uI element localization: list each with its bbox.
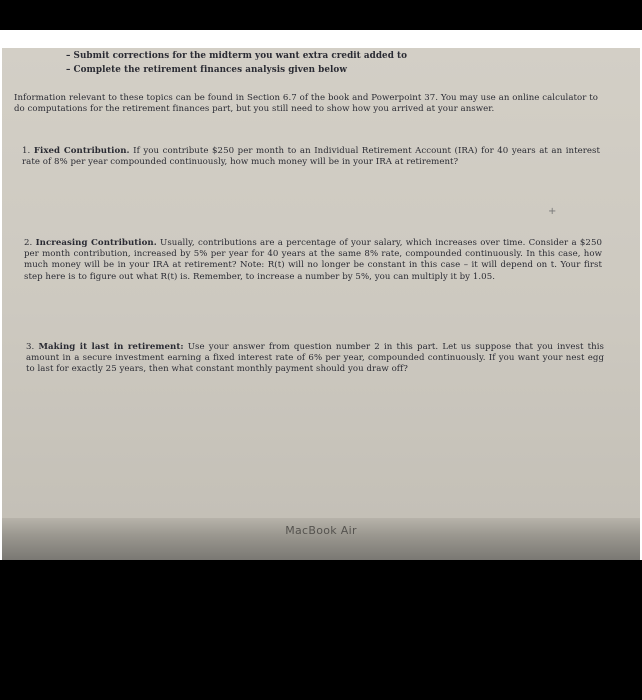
question-title: Making it last in retirement: [38,342,184,352]
device-label: MacBook Air [285,524,357,537]
bullet-midterm-corrections: – Submit corrections for the midterm you want extra credit added to [66,51,408,61]
question-title: Increasing Contribution. [35,238,157,248]
plus-cursor-icon: + [548,206,557,217]
intro-paragraph: Information relevant to these topics can be found in Section 6.7 of the book and Powerpoint 37. You may use an online calculator to do computations for the retirement finances part, but you still need to show how you arrived at your answer. [14,93,598,115]
document-page [2,48,640,518]
screenshot-frame [0,30,642,560]
question-title: Fixed Contribution. [33,146,130,156]
bullet-retirement-analysis: – Complete the retirement finances analysis given below [66,65,347,75]
question-3 [26,342,604,376]
photo-of-screen [2,48,640,560]
question-1 [22,146,600,168]
question-number: 2. [24,238,33,248]
question-number: 3. [26,342,35,352]
question-text: Use your answer from question number 2 in this part. Let us suppose that you invest this amount in a secure investment earning a fixed interest rate of 6% per year, compounded continuously. If you want your nest egg to last for exactly 25 years, then what constant monthly payment should you draw off? [26,342,604,375]
question-text: Usually, contributions are a percentage of your salary, which increases over time. Consider a $250 per month contribution, increased by 5% per year for 40 years at the same 8% rate, compounded continuously. In this case, how much money will be in your IRA at retirement? Note: R(t) will no longer be constant in this case – it will depend on t. Your first step here is to figure out what R(t) is. Remember, to increase a number by 5%, you can multiply it by 1.05. [24,238,602,282]
question-text: If you contribute $250 per month to an Individual Retirement Account (IRA) for 40 years at an interest rate of 8% per year compounded continuously, how much money will be in your IRA at retirement? [22,146,601,168]
question-number: 1. [22,146,31,156]
question-2 [24,238,602,283]
